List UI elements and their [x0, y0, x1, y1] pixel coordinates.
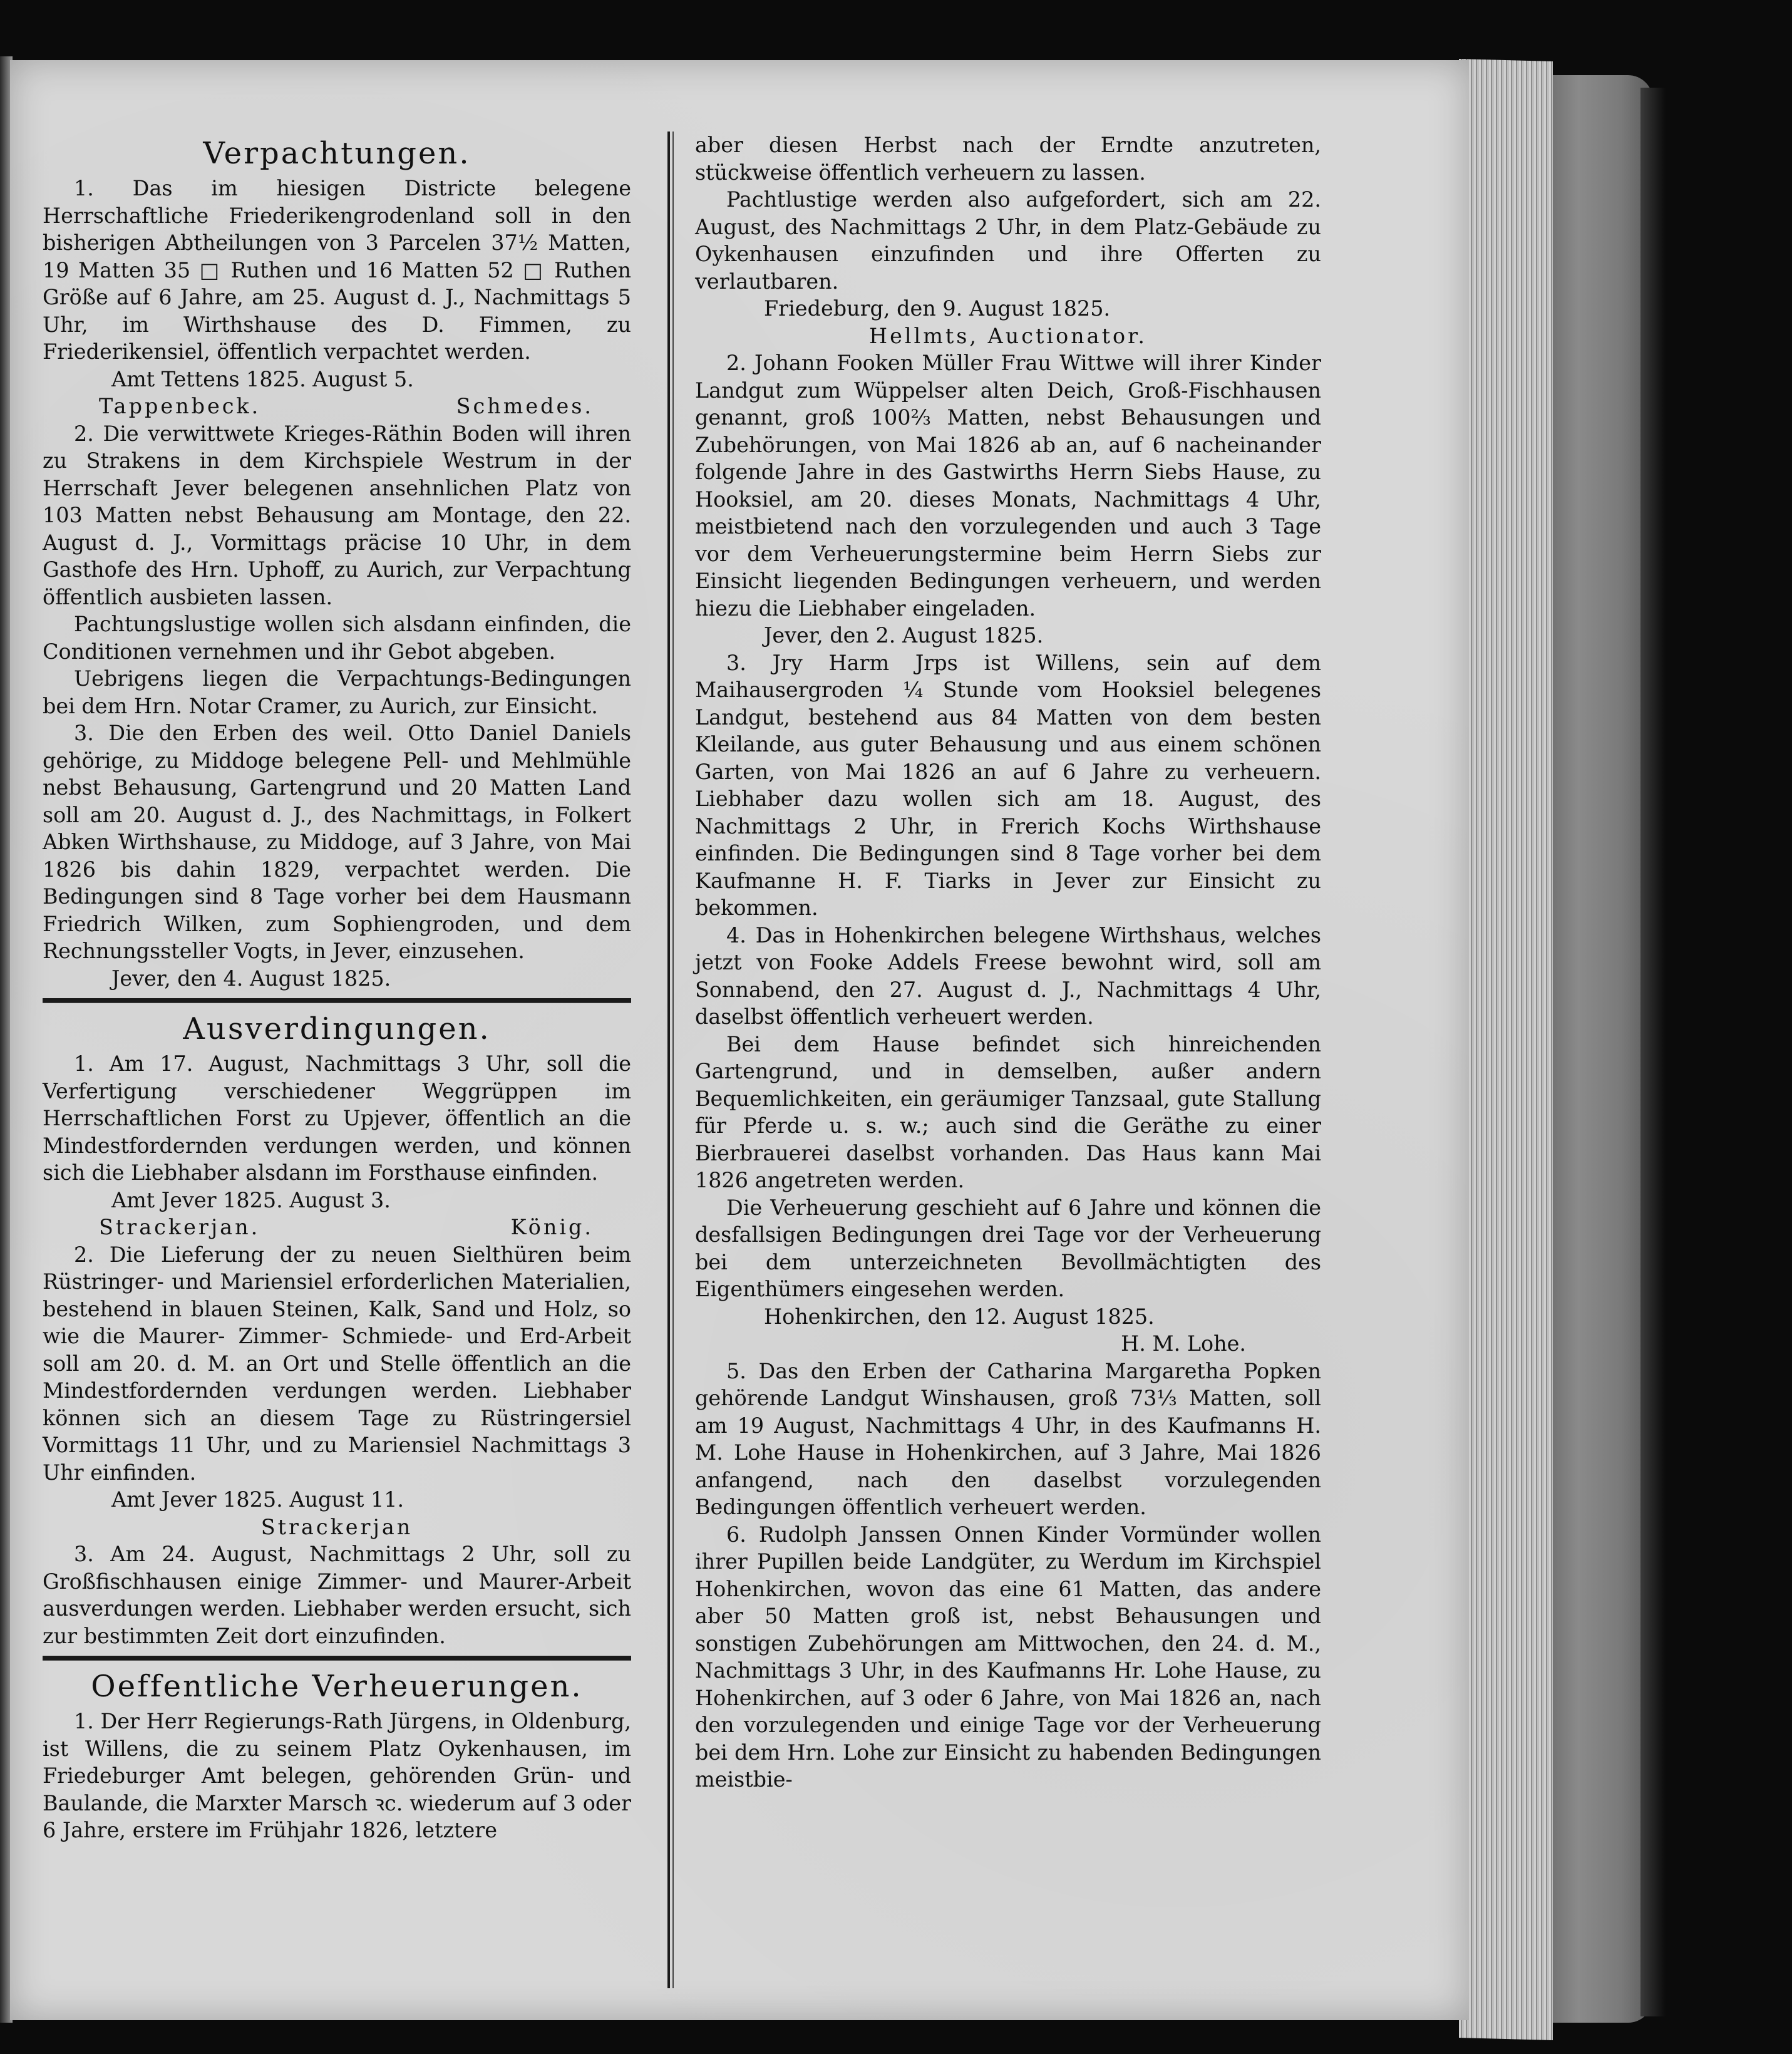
column-divider-secondary — [672, 132, 674, 1988]
ausverdingung-2-signature: Strackerjan — [260, 1514, 413, 1539]
verpachtung-2-text: 2. Die verwittwete Krieges-Räthin Boden will ihren zu Strakens in dem Kirchspiele Westrum in der Herrschaft Jever belegenen ansehnlichen Platz von 103 Matten nebst Behausung am Montage, den 22. August d. J., Vormittags präcise 10 Uhr, in dem Gasthofe des Hrn. Uphoff, zu Aurich, zur Verpachtung öffentlich ausbieten lassen. — [43, 421, 631, 609]
signature-right: Schmedes. — [456, 394, 594, 418]
verheuerung-4-signature: H. M. Lohe. — [1121, 1331, 1246, 1356]
verheuerung-4-text3: Die Verheuerung geschieht auf 6 Jahre und können die desfallsigen Bedingungen drei Tage vor der Verheuerung bei dem unterzeichneten Bevollmächtigten des Eigenthümers eingesehen werden. — [695, 1195, 1321, 1301]
verpachtung-1-text: 1. Das im hiesigen Districte belegene Herrschaftliche Friederikengrodenland soll in den bisherigen Abtheilungen von 3 Parcelen 37½ Matten, 19 Matten 35 □ Ruthen und 16 Matten 52 □ Ruthen Größe auf 6 Jahre, am 25. August d. J., Nachmittags 5 Uhr, im Wirthshause des D. Fimmen, zu Friederikensiel, öffentlich verpachtet werden. — [43, 176, 631, 364]
signature-left: Tappenbeck. — [99, 394, 261, 418]
verheuerung-4-place-date: Hohenkirchen, den 12. August 1825. — [764, 1304, 1155, 1329]
verpachtung-3-text: 3. Die den Erben des weil. Otto Daniel Daniels gehörige, zu Middoge belegene Pell- und Mehlmühle nebst Behausung, Gartengrund und 20 Matten Land soll am 20. August d. J., des Nachmittags, in Folkert Abken Wirthshause, zu Middoge, auf 3 Jahre, von Mai 1826 bis dahin 1829, verpachtet werden. Die Bedingungen sind 8 Tage vorher bei dem Hausmann Friedrich Wilken, zum Sophiengroden, und dem Rechnungssteller Vogts, in Jever, einzusehen. — [43, 721, 631, 963]
ausverdingung-2-place-date: Amt Jever 1825. August 11. — [111, 1487, 404, 1512]
book-cover — [1547, 75, 1653, 2023]
heading-ausverdingungen: Ausverdingungen. — [183, 1011, 491, 1046]
verpachtung-1-signatures — [43, 393, 631, 420]
left-column — [43, 135, 631, 1982]
verheuerung-1-signature: Hellmts, Auctionator. — [868, 323, 1148, 348]
verheuerung-1-place-date: Friedeburg, den 9. August 1825. — [764, 296, 1111, 321]
verpachtung-3-place-date: Jever, den 4. August 1825. — [111, 966, 391, 991]
ausverdingung-2-text: 2. Die Lieferung der zu neuen Sielthüren beim Rüstringer- und Mariensiel erforderlichen Materialien, bestehend in blauen Steinen, Kalk, Sand und Holz, so wie die Maurer- Zimmer- Schmiede- und Erd-Arbeit soll am 20. d. M. an Ort und Stelle öffentlich an die Mindestfordernden verdungen werden. Liebhaber können sich an diesem Tage zu Rüstringersiel Vormittags 11 Uhr, und zu Mariensiel Nachmittags 3 Uhr einfinden. — [43, 1242, 631, 1485]
signature-left: Strackerjan. — [99, 1215, 260, 1239]
ausverdingung-1-text: 1. Am 17. August, Nachmittags 3 Uhr, soll die Verfertigung verschiedener Weggrüppen im Herrschaftlichen Forst zu Upjever, öffentlich an die Mindestfordernden verdungen werden, und können sich die Liebhaber alsdann im Forsthause einfinden. — [43, 1051, 631, 1185]
heading-verpachtungen: Verpachtungen. — [203, 136, 471, 171]
ausverdingung-1-place-date: Amt Jever 1825. August 3. — [111, 1187, 391, 1212]
heading-verheuerungen: Oeffentliche Verheuerungen. — [91, 1669, 583, 1704]
cover-shadow — [1640, 88, 1666, 2016]
verpachtung-2-text2: Pachtungslustige wollen sich alsdann einfinden, die Conditionen vernehmen und ihr Gebot abgeben. — [43, 612, 631, 664]
ausverdingung-1-signatures — [43, 1214, 631, 1241]
page-edges — [1459, 59, 1553, 2040]
section-rule — [43, 1656, 631, 1660]
verheuerung-2-place-date: Jever, den 2. August 1825. — [764, 623, 1044, 648]
verheuerung-1-continued: aber diesen Herbst nach der Erndte anzutreten, stückweise öffentlich verheuern zu lassen. — [695, 133, 1321, 185]
verheuerung-3-text: 3. Jry Harm Jrps ist Willens, sein auf dem Maihausergroden ¼ Stunde vom Hooksiel belegenes Landgut, bestehend aus 84 Matten von dem besten Kleilande, aus guter Behausung und aus einem schönen Garten, von Mai 1826 an auf 6 Jahre zu verheuern. Liebhaber dazu wollen sich am 18. August, des Nachmittags 2 Uhr, in Frerich Kochs Wirthshause einfinden. Die Bedingungen sind 8 Tage vorher bei dem Kaufmanne H. F. Tiarks in Jever zur Einsicht zu bekommen. — [695, 650, 1321, 920]
verpachtung-1-place-date: Amt Tettens 1825. August 5. — [111, 366, 414, 391]
right-column — [695, 132, 1321, 1979]
ausverdingung-3-text: 3. Am 24. August, Nachmittags 2 Uhr, soll zu Großfischhausen einige Zimmer- und Maurer-Arbeit ausverdungen werden. Liebhaber werden ersucht, sich zur bestimmten Zeit dort einzufinden. — [43, 1542, 631, 1648]
verheuerung-4-text2: Bei dem Hause befindet sich hinreichenden Gartengrund, und in demselben, außer andern Bequemlichkeiten, ein geräumiger Tanzsaal, gute Stallung für Pferde u. s. w.; auch sind die Geräthe zu einer Bierbrauerei daselbst vorhanden. Das Haus kann Mai 1826 angetreten werden. — [695, 1031, 1321, 1192]
verheuerung-2-text: 2. Johann Fooken Müller Frau Wittwe will ihrer Kinder Landgut zum Wüppelser alten Deich, Groß-Fischhausen genannt, groß 100⅔ Matten, nebst Behausungen und Zubehörungen, von Mai 1826 ab an, auf 6 nacheinander folgende Jahre in des Gastwirths Herrn Siebs Hause, zu Hooksiel, am 20. dieses Monats, Nachmittags 4 Uhr, meistbietend nach den vorzulegenden und auch 3 Tage vor dem Verheuerungstermine beim Herrn Siebs zur Einsicht liegenden Bedingungen verheuern, und werden hiezu die Liebhaber eingeladen. — [695, 351, 1321, 621]
verheuerung-5-text: 5. Das den Erben der Catharina Margaretha Popken gehörende Landgut Winshausen, groß 73⅓ Matten, soll am 19 August, Nachmittags 4 Uhr, in des Kaufmanns H. M. Lohe Hause in Hohenkirchen, auf 3 Jahre, Mai 1826 anfangend, nach den daselbst vorzulegenden Bedingungen öffentlich verheuert werden. — [695, 1358, 1321, 1519]
verheuerung-1-text: 1. Der Herr Regierungs-Rath Jürgens, in Oldenburg, ist Willens, die zu seinem Platz Oykenhausen, im Friedeburger Amt belegen, gehörenden Grün- und Baulande, die Marxter Marsch ꝛc. wiederum auf 3 oder 6 Jahre, erstere im Frühjahr 1826, letztere — [43, 1709, 632, 1842]
signature-right: König. — [510, 1215, 594, 1239]
verheuerung-6-text: 6. Rudolph Janssen Onnen Kinder Vormünder wollen ihrer Pupillen beide Landgüter, zu Werdum im Kirchspiel Hohenkirchen, wovon das eine 61 Matten, das andere aber 50 Matten groß ist, nebst Behausungen und sonstigen Zubehörungen am Mittwochen, den 24. d. M., Nachmittags 3 Uhr, in des Kaufmanns Hr. Lohe Hause, zu Hohenkirchen, auf 3 oder 6 Jahre, von Mai 1826 an, nach den vorzulegenden und einige Tage vor der Verheuerung bei dem Hrn. Lohe zur Einsicht zu habenden Bedingungen meistbie- — [695, 1522, 1321, 1792]
section-rule — [43, 998, 631, 1003]
verheuerung-4-text: 4. Das in Hohenkirchen belegene Wirthshaus, welches jetzt von Fooke Addels Freese bewohnt wird, soll am Sonnabend, den 27. August d. J., Nachmittags 4 Uhr, daselbst öffentlich verheuert werden. — [695, 922, 1321, 1029]
column-divider — [667, 132, 670, 1988]
verheuerung-1-text2: Pachtlustige werden also aufgefordert, sich am 22. August, des Nachmittags 2 Uhr, in dem Platz-Gebäude zu Oykenhausen einzufinden und ihre Offerten zu verlautbaren. — [695, 187, 1321, 294]
verpachtung-2-text3: Uebrigens liegen die Verpachtungs-Bedingungen bei dem Hrn. Notar Cramer, zu Aurich, zur Einsicht. — [43, 666, 631, 718]
